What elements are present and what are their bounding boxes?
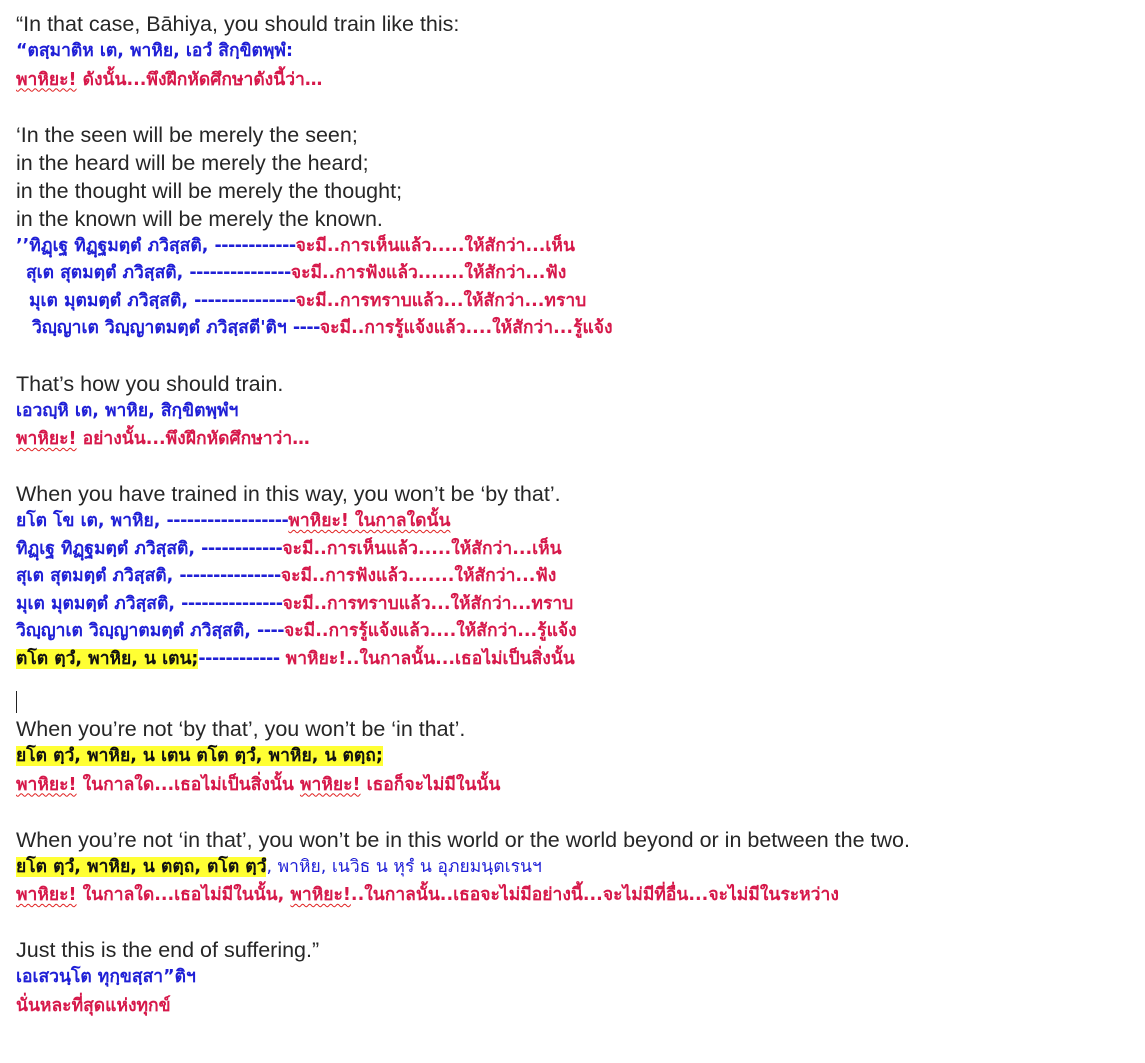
blank-line xyxy=(16,343,1136,370)
verse-row: ทิฏฺเฐ ทิฏฺฐมตฺตํ ภวิสฺสติ, ------------จะมี..การเห็นแล้ว.....ให้สักว่า...เห็น xyxy=(16,538,562,559)
document-body xyxy=(16,10,1136,1020)
pali-line: เอวญฺหิ เต, พาหิย, สิกฺขิตพฺพํฯ xyxy=(16,400,239,421)
highlighted-pali: ยโต ตฺวํ, พาหิย, น ตตฺถ, ตโต ตฺวํ xyxy=(16,856,267,877)
english-line: in the known will be merely the known. xyxy=(16,206,383,231)
pali-line: ยโต ตฺวํ, พาหิย, น ตตฺถ, ตโต ตฺวํ, พาหิย, เนวิธ น หุรํ น อุภยมนฺตเรนฯ xyxy=(16,856,542,877)
blank-line xyxy=(16,94,1136,121)
verse-row: ยโต โข เต, พาหิย, ------------------พาหิยะ! ในกาลใดนั้น xyxy=(16,511,451,531)
english-line: When you’re not ‘in that’, you won’t be in this world or the world beyond or in between the two. xyxy=(16,827,910,852)
blank-line xyxy=(16,453,1136,480)
verse-row: ’’ทิฏฺเฐ ทิฏฺฐมตฺตํ ภวิสฺสติ, ------------จะมี..การเห็นแล้ว.....ให้สักว่า...เห็น xyxy=(16,235,575,256)
spellcheck-word: พาหิยะ! xyxy=(16,429,77,449)
pali-line xyxy=(16,743,1136,771)
spellcheck-word: พาหิยะ! xyxy=(16,69,77,90)
english-line: That’s how you should train. xyxy=(16,371,284,396)
verse-row: สุเต สุตมตฺตํ ภวิสฺสติ, ---------------จะมี..การฟังแล้ว.......ให้สักว่า...ฟัง xyxy=(16,566,557,586)
english-line: in the heard will be merely the heard; xyxy=(16,150,369,175)
verse-row: ตโต ตฺวํ, พาหิย, น เตน;------------ พาหิยะ!..ในกาลนั้น...เธอไม่เป็นสิ่งนั้น xyxy=(16,648,575,669)
thai-line: พาหิยะ! ในกาลใด...เธอไม่เป็นสิ่งนั้น พาหิยะ! เธอก็จะไม่มีในนั้น xyxy=(16,774,501,795)
english-line: in the thought will be merely the thought; xyxy=(16,178,403,203)
highlighted-pali: ตโต ตฺวํ, พาหิย, น เตน; xyxy=(16,648,199,669)
thai-line: พาหิยะ! อย่างนั้น...พึงฝึกหัดศึกษาว่า… xyxy=(16,429,310,449)
english-line: ‘In the seen will be merely the seen; xyxy=(16,122,358,147)
verse-row: วิญฺญาเต วิญฺญาตมตฺตํ ภวิสฺสติ, ----จะมี..การรู้แจ้งแล้ว....ให้สักว่า...รู้แจ้ง xyxy=(16,621,577,641)
verse-row: สุเต สุตมตฺตํ ภวิสฺสติ, ---------------จะมี..การฟังแล้ว.......ให้สักว่า...ฟัง xyxy=(26,263,567,283)
blank-line xyxy=(16,799,1136,826)
english-line: Just this is the end of suffering.” xyxy=(16,938,320,962)
highlighted-pali: ยโต ตฺวํ, พาหิย, น เตน ตโต ตฺวํ, พาหิย, น ตตฺถ; xyxy=(16,746,383,766)
verse-row: มุเต มุตมตฺตํ ภวิสฺสติ, ---------------จะมี..การทราบแล้ว...ให้สักว่า...ทราบ xyxy=(29,290,587,311)
thai-line: พาหิยะ! ดังนั้น...พึงฝึกหัดศึกษาดังนี้ว่า… xyxy=(16,69,323,90)
blank-line xyxy=(16,673,1136,705)
spacer xyxy=(16,705,1136,715)
english-line: When you’re not ‘by that’, you won’t be ‘in that’. xyxy=(16,717,466,741)
verse-row: มุเต มุตมตฺตํ ภวิสฺสติ, ---------------จะมี..การทราบแล้ว...ให้สักว่า...ทราบ xyxy=(16,593,574,614)
thai-line: นั่นหละที่สุดแห่งทุกข์ xyxy=(16,995,171,1016)
thai-line: พาหิยะ! ในกาลใด...เธอไม่มีในนั้น, พาหิยะ!..ในกาลนั้น..เธอจะไม่มีอย่างนี้...จะไม่มีที่อื่น...จะไม่มีในระหว่าง xyxy=(16,885,839,905)
blank-line xyxy=(16,909,1136,936)
verse-row: วิญฺญาเต วิญฺญาตมตฺตํ ภวิสฺสตี'ติฯ ----จะมี..การรู้แจ้งแล้ว....ให้สักว่า...รู้แจ้ง xyxy=(32,318,613,338)
english-line: “In that case, Bāhiya, you should train like this: xyxy=(16,12,460,36)
pali-line: เอเสวนฺโต ทุกฺขสฺสา”ติฯ xyxy=(16,967,196,987)
text-cursor xyxy=(16,691,17,713)
english-line: When you have trained in this way, you won’t be ‘by that’. xyxy=(16,482,561,506)
pali-line: “ตสฺมาติห เต, พาหิย, เอวํ สิกฺขิตพฺพํ: xyxy=(16,41,293,61)
